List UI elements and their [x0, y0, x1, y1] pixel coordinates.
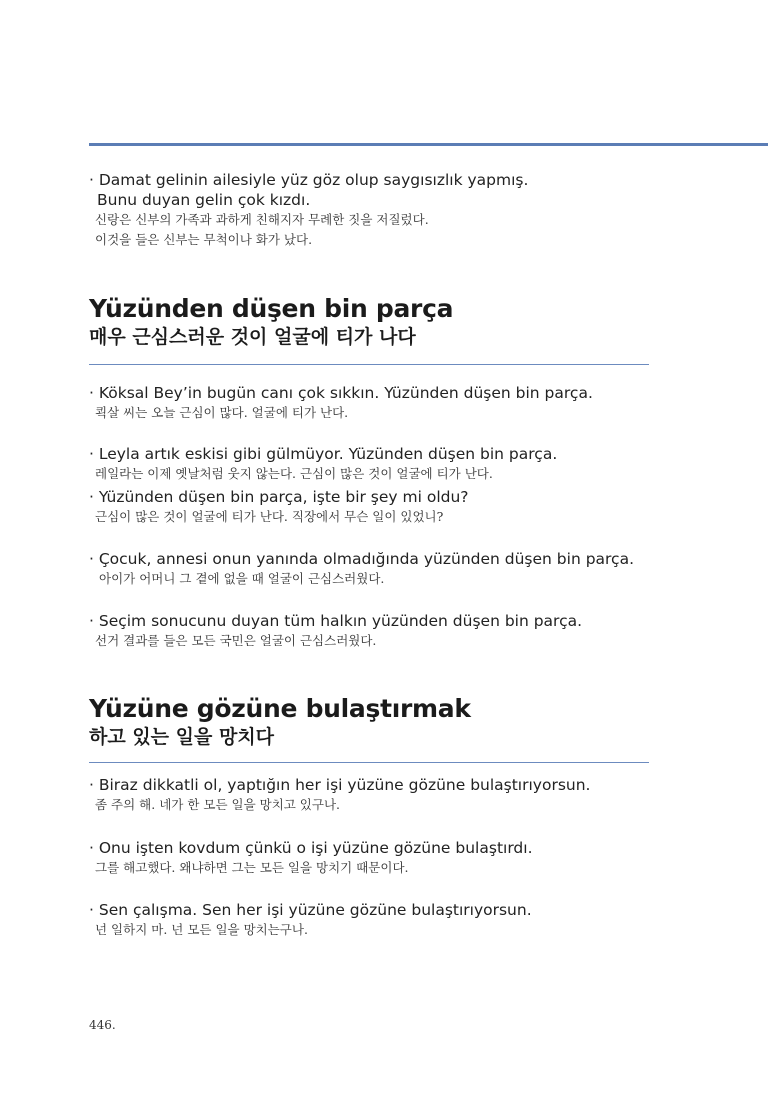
top-rule — [89, 143, 768, 146]
intro-tr-line2: Bunu duyan gelin çok kızdı. — [97, 191, 311, 209]
intro-example — [89, 170, 669, 250]
section2-example-1 — [89, 775, 669, 815]
section1-subtitle: 매우 근심스러운 것이 얼굴에 티가 나다 — [89, 326, 416, 348]
example-ko: 좀 주의 해. 네가 한 모든 일을 망치고 있구나. — [95, 797, 341, 812]
section2-rule — [89, 762, 649, 763]
section2-example-3 — [89, 900, 669, 940]
section2-title: Yüzüne gözüne bulaştırmak — [89, 694, 471, 723]
example-ko: 레일라는 이제 옛날처럼 웃지 않는다. 근심이 많은 것이 얼굴에 티가 난다. — [95, 466, 493, 481]
section1-rule — [89, 364, 649, 365]
intro-ko-line1: 신랑은 신부의 가족과 과하게 친해지자 무례한 짓을 저질렀다. — [95, 212, 429, 227]
intro-ko-line2: 이것을 들은 신부는 무척이나 화가 났다. — [95, 232, 313, 247]
example-tr: · Seçim sonucunu duyan tüm halkın yüzünden düşen bin parça. — [89, 612, 583, 630]
section1-example-2 — [89, 444, 669, 484]
example-ko: 근심이 많은 것이 얼굴에 티가 난다. 직장에서 무슨 일이 있었니? — [95, 509, 444, 524]
section2-example-2 — [89, 838, 669, 878]
section1-title: Yüzünden düşen bin parça — [89, 294, 454, 323]
example-ko: 선거 결과를 들은 모든 국민은 얼굴이 근심스러웠다. — [95, 633, 377, 648]
section1-example-3 — [89, 487, 669, 527]
example-tr: · Yüzünden düşen bin parça, işte bir şey mi oldu? — [89, 488, 469, 506]
example-ko: 아이가 어머니 그 곁에 없을 때 얼굴이 근심스러웠다. — [99, 571, 385, 586]
example-ko: 그를 해고했다. 왜냐하면 그는 모든 일을 망치기 때문이다. — [95, 860, 409, 875]
example-ko: 쾩살 씨는 오늘 근심이 많다. 얼굴에 티가 난다. — [95, 405, 349, 420]
example-tr: · Sen çalışma. Sen her işi yüzüne gözüne bulaştırıyorsun. — [89, 901, 532, 919]
example-tr: · Onu işten kovdum çünkü o işi yüzüne gözüne bulaştırdı. — [89, 839, 533, 857]
intro-tr-line1: · Damat gelinin ailesiyle yüz göz olup saygısızlık yapmış. — [89, 171, 529, 189]
section1-example-4 — [89, 549, 669, 589]
example-ko: 넌 일하지 마. 넌 모든 일을 망치는구나. — [95, 922, 308, 937]
page-number: 446. — [89, 1018, 116, 1032]
example-tr: · Çocuk, annesi onun yanında olmadığında yüzünden düşen bin parça. — [89, 550, 635, 568]
section1-example-1 — [89, 383, 669, 423]
section1-example-5 — [89, 611, 669, 651]
example-tr: · Köksal Bey’in bugün canı çok sıkkın. Yüzünden düşen bin parça. — [89, 384, 593, 402]
example-tr: · Leyla artık eskisi gibi gülmüyor. Yüzünden düşen bin parça. — [89, 445, 558, 463]
section2-subtitle: 하고 있는 일을 망치다 — [89, 726, 275, 748]
example-tr: · Biraz dikkatli ol, yaptığın her işi yüzüne gözüne bulaştırıyorsun. — [89, 776, 591, 794]
